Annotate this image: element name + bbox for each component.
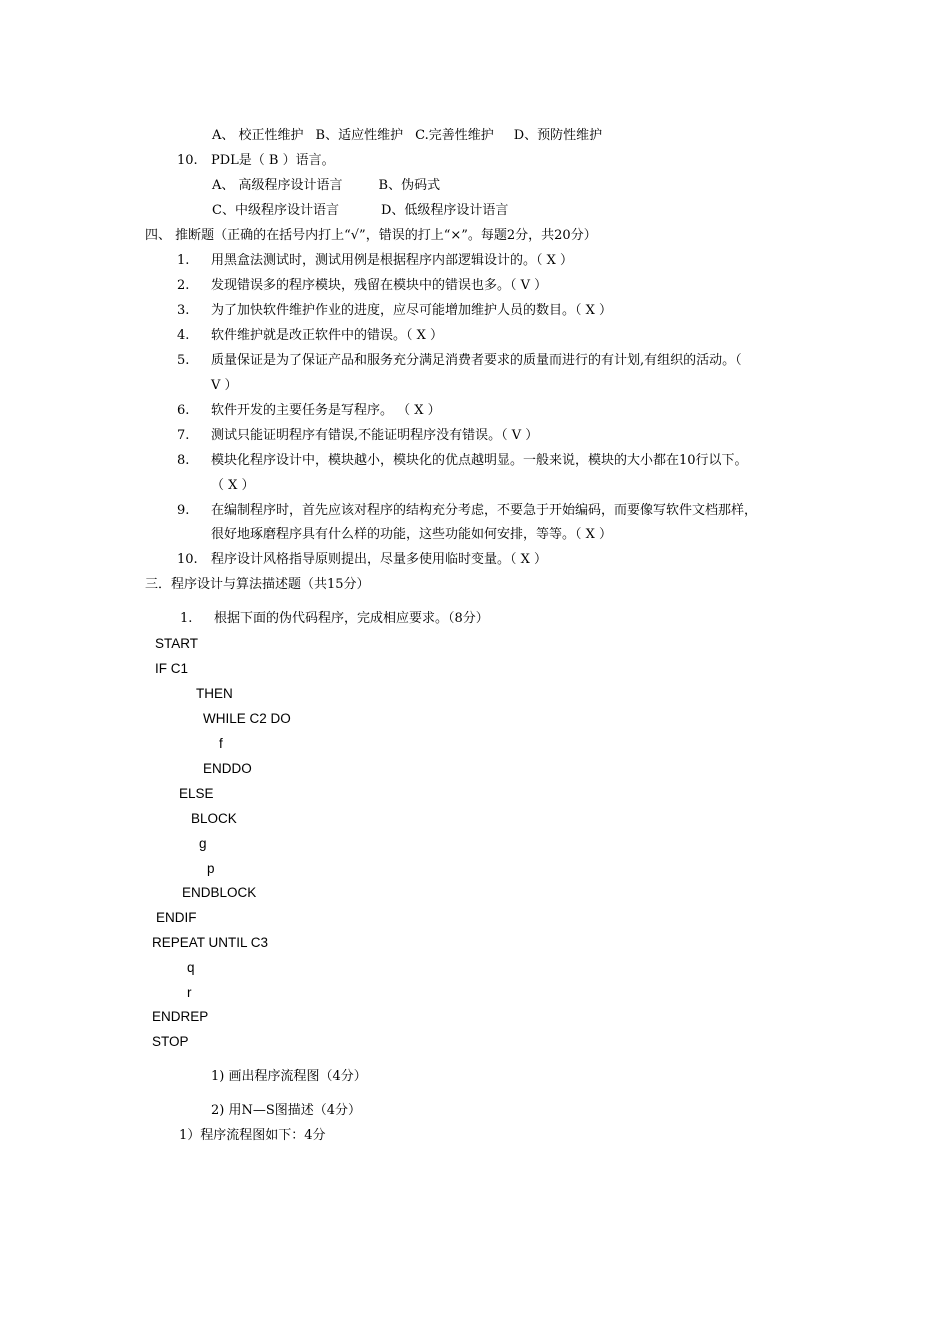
q10-options-row2	[212, 203, 508, 219]
tf-item-6: 6. 软件开发的主要任务是写程序。 （ X ）	[177, 403, 441, 418]
q10-stem: 10. PDL是（ B ）语言。	[177, 153, 335, 168]
q9-option-b: B、适应性维护	[315, 128, 404, 143]
q10-option-a: A、 高级程序设计语言	[212, 178, 343, 193]
tf-item-8: 8. 模块化程序设计中，模块越小，模块化的优点越明显。一般来说，模块的大小都在10行以下。	[177, 453, 748, 468]
code-line: ELSE	[179, 786, 214, 801]
subquestion-2: 2) 用N—S图描述（4分）	[211, 1103, 362, 1118]
code-line: WHILE C2 DO	[203, 711, 291, 726]
code-line: ENDBLOCK	[182, 885, 257, 900]
section3-title: 三．程序设计与算法描述题（共15分）	[145, 577, 370, 592]
code-line: REPEAT UNTIL C3	[152, 935, 269, 950]
code-line: BLOCK	[191, 811, 237, 826]
tf-item-2: 2. 发现错误多的程序模块，残留在模块中的错误也多。（ V ）	[177, 278, 548, 293]
tf-item-9-cont: 很好地琢磨程序具有什么样的功能，这些功能如何安排，等等。（ X ）	[211, 527, 613, 542]
tf-item-9: 9. 在编制程序时，首先应该对程序的结构充分考虑，不要急于开始编码，而要像写软件文档那样，	[177, 503, 758, 518]
section3-question-1: 1. 根据下面的伪代码程序，完成相应要求。（8分）	[180, 611, 489, 626]
code-line: r	[187, 985, 192, 1000]
code-line: ENDDO	[203, 761, 252, 776]
q9-option-a: A、 校正性维护	[212, 128, 304, 143]
tf-item-10: 10. 程序设计风格指导原则提出，尽量多使用临时变量。（ X ）	[177, 552, 548, 567]
tf-item-8-cont: （ X ）	[211, 478, 255, 493]
tf-item-5: 5. 质量保证是为了保证产品和服务充分满足消费者要求的质量而进行的有计划,有组织的活动。（	[177, 353, 742, 368]
section4-title: 四、 推断题（正确的在括号内打上“√”，错误的打上“×”。每题2分，共20分）	[145, 228, 597, 243]
code-line: f	[219, 736, 223, 751]
code-line: p	[207, 861, 215, 876]
tf-item-3: 3. 为了加快软件维护作业的进度，应尽可能增加维护人员的数目。（ X ）	[177, 303, 613, 318]
code-line: ENDREP	[152, 1009, 209, 1024]
q10-option-b: B、伪码式	[378, 178, 441, 193]
code-line: q	[187, 960, 195, 975]
code-line: g	[199, 836, 207, 851]
tf-item-5-cont: V ）	[211, 378, 238, 393]
q10-option-c: C、中级程序设计语言	[212, 203, 339, 218]
code-line: ENDIF	[156, 910, 197, 925]
code-line: STOP	[152, 1034, 189, 1049]
q9-option-c: C.完善性维护	[415, 128, 494, 143]
tf-item-7: 7. 测试只能证明程序有错误,不能证明程序没有错误。（ V ）	[177, 428, 539, 443]
code-line: THEN	[196, 686, 233, 701]
q9-option-d: D、预防性维护	[513, 128, 603, 143]
code-line: START	[155, 636, 199, 651]
q10-option-d: D、低级程序设计语言	[380, 203, 509, 218]
tf-item-1: 1. 用黑盒法测试时，测试用例是根据程序内部逻辑设计的。（ X ）	[177, 253, 574, 268]
subquestion-1: 1) 画出程序流程图（4分）	[211, 1069, 367, 1084]
q9-options	[212, 128, 602, 144]
code-line: IF C1	[155, 661, 189, 676]
answer-intro: 1）程序流程图如下：4分	[179, 1128, 326, 1143]
tf-item-4: 4. 软件维护就是改正软件中的错误。（ X ）	[177, 328, 444, 343]
q10-options-row1	[212, 178, 440, 194]
